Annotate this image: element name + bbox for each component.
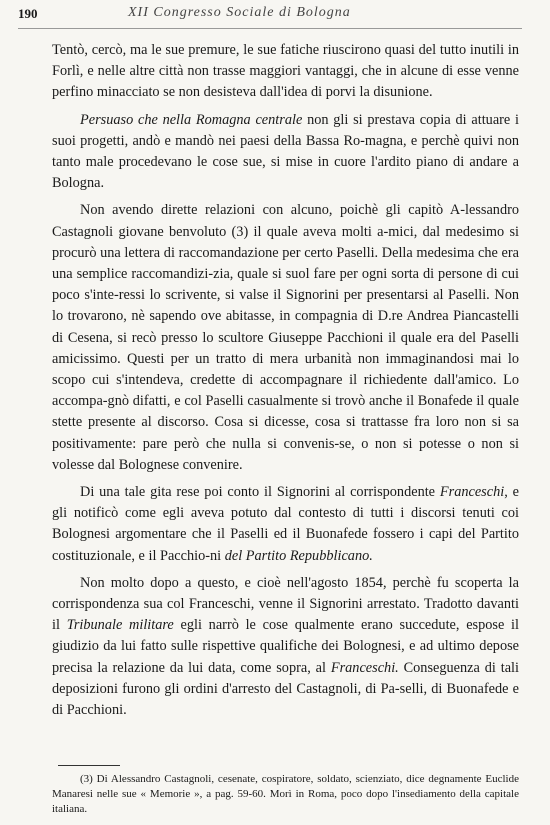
paragraph: [52, 482, 519, 567]
footnote-rule: [58, 765, 120, 766]
paragraph: [52, 573, 519, 721]
text-run: Non molto dopo a questo, e cioè nell'agosto 1854, perchè fu scoperta la corrispondenza sua col Franceschi, venne il Signorini arrestato. Tradotto davanti il: [52, 574, 519, 634]
text-run: , e gli notificò come egli aveva potuto dal contesto di tutti i discorsi tenuti coi Bolognesi argomentare che il Paselli ed il Buonafede fossero i capi del Partito costituzionale, e il Pacchio-ni: [52, 484, 519, 564]
paragraph: [52, 40, 519, 104]
paragraph: [52, 110, 519, 195]
italic-text: Tribunale militare: [66, 617, 174, 634]
running-title: XII Congresso Sociale di Bologna: [128, 5, 351, 20]
italic-text: Franceschi.: [330, 659, 399, 676]
paragraph: [52, 200, 519, 476]
text-run: egli narrò le cose qualmente erano succedute, espose il giudizio da lui fatto sulle rispettive qualifiche dei Bolognesi, e ad ultimo depose precisa la relazione da lui data, come sopra, al: [52, 617, 519, 676]
header-rule: [18, 28, 522, 29]
page-header: [18, 4, 522, 26]
text-run: Non avendo dirette relazioni con alcuno, poichè gli capitò A-lessandro Castagnoli giovane benvoluto (3) il quale aveva molti a-mici, dal medesimo si procurò una lettera di raccomandazione per certo Paselli. Della medesima che era una semplice raccomandizi-zia, quale si suol fare per ogni sorta di persone di cui poco s'inte-ressi lo scrivente, si valse il Signorini per presentarsi al Paselli. Non lo trovarono, nè sapendo ove abitasse, in compagnia di D.re Andrea Piancastelli di Cesena, si recò presso lo scultore Giuseppe Pacchioni il quale era del Paselli amicissimo. Questi per un tratto di mera urbanità non immaginandosi mai lo scopo cui s'intendeva, credette di accompagnare il richiedente dall'amico. Lo accompa-gnò difatti, e col Paselli casualmente si trovò anche il Bonafede il quale stette presente al discorso. Cosa si dicesse, cosa si trattasse fra loro non si sa positivamente: pare però che nulla si convenis-se, o non si potesse o non si volesse dal Bolognese convenire.: [52, 202, 519, 473]
italic-text: Persuaso che nella Romagna centrale: [80, 111, 303, 128]
text-run: Tentò, cercò, ma le sue premure, le sue fatiche riuscirono quasi del tutto inutili in Forlì, e nelle altre città non trasse maggiori vantaggi, che in alcune di esse venne perfino minacciato se non desisteva dall'idea di porvi la disunione.: [52, 42, 519, 101]
page-body: [52, 40, 519, 727]
italic-text: del Partito Repubblicano.: [224, 547, 373, 564]
text-run: Conseguenza di tali deposizioni furono gli ordini d'arresto del Castagnoli, di Pa-selli, di Buonafede e di Pacchioni.: [52, 659, 519, 719]
italic-text: Franceschi: [439, 484, 505, 501]
page-number: 190: [18, 6, 38, 21]
text-run: Di una tale gita rese poi conto il Signorini al corrispondente: [80, 484, 440, 501]
footnote: (3) Di Alessandro Castagnoli, cesenate, cospiratore, soldato, scienziato, dice degnamente Euclide Manaresi nelle sue « Memorie », a pag. 59-60. Morì in Roma, poco dopo l'insediamento della capitale italiana.: [52, 773, 519, 815]
text-run: non gli si prestava copia di attuare i suoi progetti, andò e mandò nei paesi della Bassa Ro-magna, e perchè quivi non tanto male procedevano le cose sue, si mise in cuore l'ardito piano di andare a Bologna.: [52, 111, 519, 192]
